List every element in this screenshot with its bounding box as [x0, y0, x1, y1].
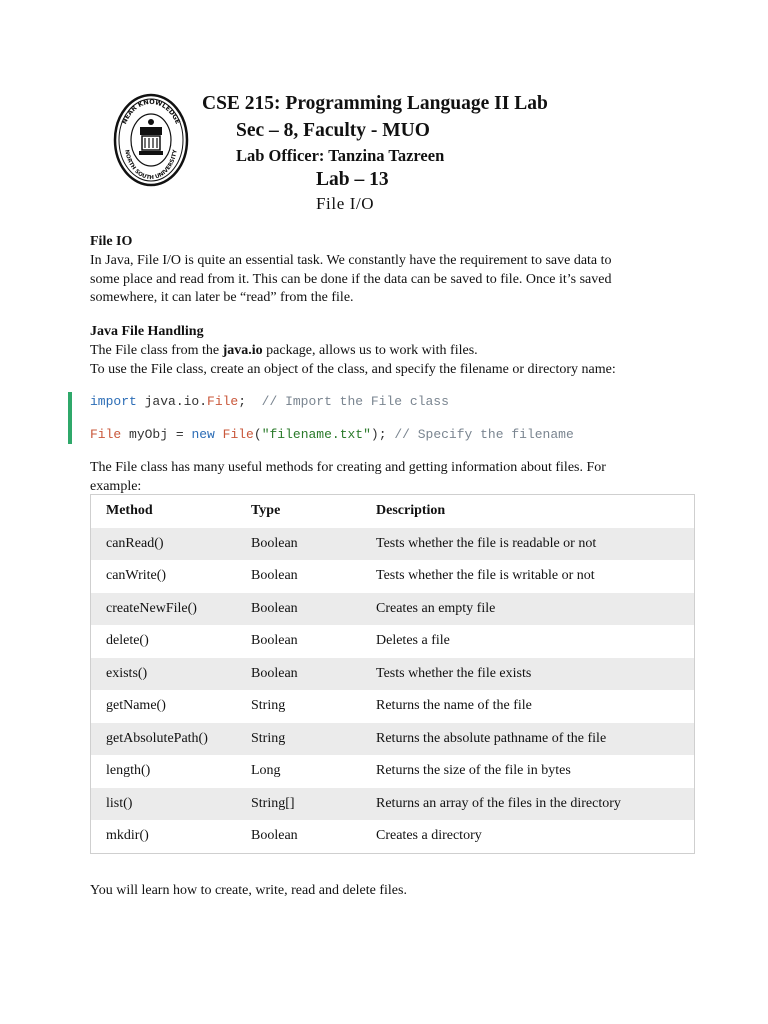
- paragraph-file-handling: [90, 342, 690, 379]
- course-title: CSE 215: Programming Language II Lab: [202, 93, 548, 114]
- section-faculty: Sec – 8, Faculty - MUO: [236, 120, 430, 141]
- description-cell: Tests whether the file is writable or not: [376, 568, 595, 584]
- code-line-import: import java.io.File; // Import the File class: [90, 394, 449, 409]
- svg-text:NEAR KNOWLEDGE: NEAR KNOWLEDGE: [120, 97, 182, 126]
- type-cell: Boolean: [251, 828, 298, 844]
- paragraph-line: example:: [90, 478, 142, 494]
- paragraph-file-io: [90, 252, 690, 308]
- paragraph-line: some place and read from it. This can be done if the data can be saved to file. Once it’s saved: [90, 271, 612, 287]
- university-seal-icon: [113, 93, 189, 187]
- type-cell: Boolean: [236, 528, 361, 561]
- table-row: [91, 625, 695, 658]
- table-row: [91, 755, 695, 788]
- table-row: [91, 593, 695, 626]
- heading-java-file-handling: Java File Handling: [90, 324, 204, 339]
- paragraph-line: somewhere, it can later be “read” from the file.: [90, 290, 354, 305]
- table-row: [91, 528, 695, 561]
- description-cell: Returns the name of the file: [376, 698, 532, 714]
- type-cell: Boolean: [251, 568, 298, 584]
- description-cell: Creates a directory: [376, 828, 482, 844]
- method-cell: exists(): [91, 658, 237, 691]
- description-cell: Returns an array of the files in the directory: [361, 788, 695, 821]
- type-cell: String: [251, 698, 286, 714]
- package-name: java.io: [222, 343, 263, 358]
- description-cell: Deletes a file: [376, 633, 450, 649]
- heading-file-io: File IO: [90, 234, 133, 249]
- closing-paragraph: You will learn how to create, write, read and delete files.: [90, 883, 407, 898]
- lab-officer: Lab Officer: Tanzina Tazreen: [236, 146, 445, 165]
- column-header-type: Type: [236, 495, 361, 528]
- lab-number: Lab – 13: [316, 169, 389, 190]
- description-cell: Tests whether the file is readable or not: [361, 528, 695, 561]
- method-cell: canWrite(): [106, 568, 167, 584]
- method-cell: canRead(): [91, 528, 237, 561]
- type-cell: String[]: [236, 788, 361, 821]
- type-cell: Boolean: [251, 633, 298, 649]
- code-line-create: File myObj = new File("filename.txt"); // Specify the filename: [90, 427, 574, 442]
- method-cell: mkdir(): [106, 828, 149, 844]
- file-methods-table: [90, 494, 695, 854]
- description-cell: Creates an empty file: [361, 593, 695, 626]
- method-cell: list(): [91, 788, 237, 821]
- svg-text:NORTH SOUTH UNIVERSITY: NORTH SOUTH UNIVERSITY: [123, 149, 179, 182]
- paragraph-line: The File class from the java.io package, allows us to work with files.: [90, 343, 478, 358]
- description-cell: Returns the absolute pathname of the file: [361, 723, 695, 756]
- column-header-description: Description: [361, 495, 695, 528]
- table-row: [91, 560, 695, 593]
- type-cell: Boolean: [236, 593, 361, 626]
- method-cell: length(): [106, 763, 151, 779]
- column-header-method: Method: [91, 495, 237, 528]
- table-row: [91, 690, 695, 723]
- method-cell: delete(): [106, 633, 149, 649]
- description-cell: Returns the size of the file in bytes: [376, 763, 571, 779]
- table-row: [91, 820, 695, 853]
- table-row: [91, 788, 695, 821]
- code-block-accent: [68, 392, 72, 444]
- type-cell: Long: [251, 763, 281, 779]
- paragraph-line: The File class has many useful methods for creating and getting information about files. For: [90, 460, 606, 475]
- method-cell: createNewFile(): [91, 593, 237, 626]
- method-cell: getAbsolutePath(): [91, 723, 237, 756]
- lab-topic: File I/O: [316, 194, 375, 213]
- type-cell: String: [236, 723, 361, 756]
- paragraph-table-intro: [90, 459, 690, 496]
- table-row: [91, 658, 695, 691]
- table-row: [91, 723, 695, 756]
- paragraph-line: To use the File class, create an object of the class, and specify the filename or directory name:: [90, 361, 616, 377]
- paragraph-line: In Java, File I/O is quite an essential task. We constantly have the requirement to save data to: [90, 253, 612, 268]
- type-cell: Boolean: [236, 658, 361, 691]
- description-cell: Tests whether the file exists: [361, 658, 695, 691]
- table-header-row: [91, 495, 695, 528]
- method-cell: getName(): [106, 698, 166, 714]
